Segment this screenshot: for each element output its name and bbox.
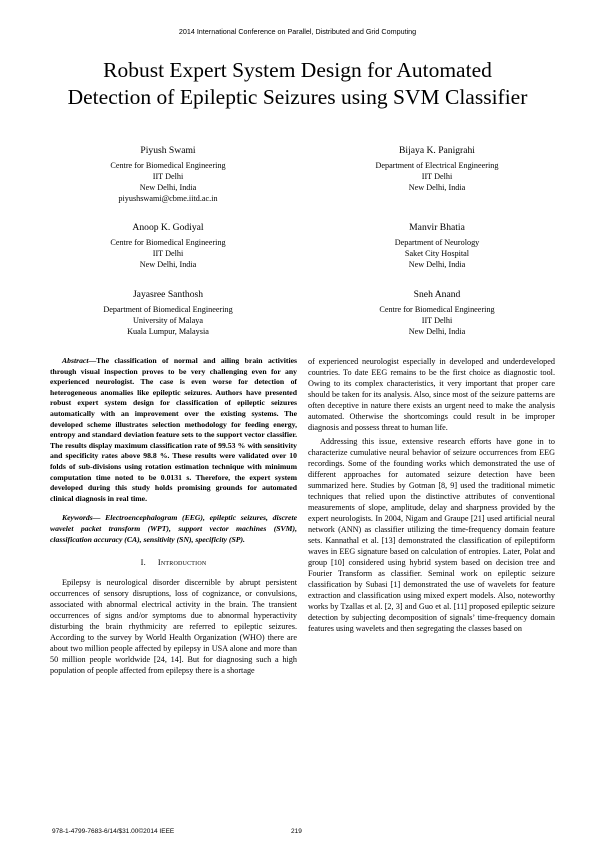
body-paragraph: Addressing this issue, extensive research efforts have gone in to characterize cumulative neural behavior of seizure occurrences from EEG recordings. Some of the founding works which demonstrated the use of different approaches for automated seizure detection have been summarized here. Studies by Gotman [8, 9] used the traditional mimetic techniques that relied upon the distinctive attributes of conventional measurements of slope, amplitude, delay and sharpness provided by the expert neurologists. In 2004, Nigam and Graupe [21] used artificial neural network (ANN) as classifier utilizing the time-frequency domain feature sets. Kannathal et al. [13] demonstrated the classification of epileptiform waves in EEG signature based on calculation of entropies. Later, Polat and group [10] considered using hybrid system based on decision tree and Fourier Transform as classifier. Seminal work on epileptic seizure classification by Subasi [1] demonstrated the use of wavelets for feature extraction and classification using mixed expert models. Also, noteworthy works by Tzallas et al. [2, 3] and Guo et al. [11] proposed epileptic seizure detection by subjecting decomposition of signals’ time-frequency domain features using wavelets and then segregating the classes based on	[308, 437, 555, 633]
author-affiliation: IIT Delhi	[152, 171, 184, 181]
author-block	[312, 222, 562, 270]
title-line-1: Robust Expert System Design for Automated	[103, 58, 492, 82]
author-block	[43, 145, 293, 205]
author-name: Manvir Bhatia	[409, 222, 465, 233]
body-paragraph: of experienced neurologist especially in developed and underdeveloped countries. To date EEG remains to be the first choice as diagnostic tool. Owing to its complex characteristics, it very important that proper care should be taken for its analysis. Also, since most of the seizure patterns are often deceptive in nature there exists an urgent need to make the analysis automated. Otherwise the shortcomings could result in be improper diagnosis and possess threat to human life.	[308, 357, 555, 432]
author-block	[312, 289, 562, 337]
abstract-text: —The classification of normal and ailing brain activities through visual inspection proves to be very challenging even for any experienced neurologist. The case is even worse for detection of heterogeneous anomalies like epileptic seizures. Authors have presented robust expert system design for classification of epileptic seizures automatically with an improvement over the existing systems. The developed scheme illustrates selection methodology for feeding energy, entropy and standard deviation feature sets to the support vector classifier. The results display maximum classification rate of 99.53 % with sensitivity and specificity rates above 98.8 %. These results were validated over 10 folds of sub-divisions using rotation estimation technique with minimum computation time noted to be 0.0131 s. Therefore, the expert system developed during this study holds promising grounds for automated clinical diagnosis in real time.	[50, 356, 297, 503]
author-affiliation: New Delhi, India	[408, 327, 466, 337]
author-name: Piyush Swami	[140, 145, 196, 156]
author-affiliation: New Delhi, India	[139, 183, 197, 193]
author-affiliation: IIT Delhi	[421, 315, 453, 325]
author-name: Sneh Anand	[413, 289, 461, 300]
section-number: I.	[140, 558, 146, 568]
author-affiliation: New Delhi, India	[139, 260, 197, 270]
author-email: piyushswami@cbme.iitd.ac.in	[118, 194, 218, 204]
author-affiliation: Department of Electrical Engineering	[375, 160, 499, 170]
author-affiliation: New Delhi, India	[408, 260, 466, 270]
page-number: 219	[291, 828, 302, 835]
author-affiliation: University of Malaya	[132, 315, 204, 325]
author-affiliation: Centre for Biomedical Engineering	[110, 160, 226, 170]
keywords-lead: Keywords	[62, 513, 93, 523]
author-affiliation: Centre for Biomedical Engineering	[379, 304, 495, 314]
author-name: Jayasree Santhosh	[132, 289, 204, 300]
title-line-2: Detection of Epileptic Seizures using SVM Classifier	[67, 85, 528, 109]
keywords	[50, 513, 297, 545]
author-name: Bijaya K. Panigrahi	[399, 145, 475, 156]
author-affiliation: IIT Delhi	[421, 171, 453, 181]
author-affiliation: Saket City Hospital	[404, 248, 470, 258]
author-affiliation: Centre for Biomedical Engineering	[110, 237, 226, 247]
author-affiliation: Department of Biomedical Engineering	[103, 304, 233, 314]
author-affiliation: Kuala Lumpur, Malaysia	[127, 327, 209, 337]
author-affiliation: IIT Delhi	[152, 248, 184, 258]
copyright-notice: 978-1-4799-7683-6/14/$31.00©2014 IEEE	[52, 828, 175, 835]
section-title: Introduction	[157, 558, 207, 568]
author-block	[43, 289, 293, 337]
keywords-text: — Electroencephalogram (EEG), epileptic seizures, discrete wavelet packet transform (WPT), support vector machines (SVM), classification accuracy (CA), sensitivity (SN), specificity (SP).	[50, 513, 297, 544]
author-block	[312, 145, 562, 193]
abstract-lead: Abstract	[62, 356, 89, 365]
section-heading	[50, 557, 297, 568]
paper-title	[20, 57, 575, 111]
intro-paragraph: Epilepsy is neurological disorder discernible by abrupt persistent occurrences of sensory disruptions, loss of cognizance, or convulsions, associated with abnormal electrical activity in the brain. The transient occurrences of signs and/or symptoms due to abnormal hyperactivity disturbing the brain rhythmicity are referred to epileptic seizures. According to the survey by World Health Organization (WHO) there are about two million people affected by epilepsy in USA alone and more than 50 million people worldwide [24, 14]. But for diagnosing such a high population of people affected from epilepsy there is a shortage	[50, 578, 297, 676]
author-block	[43, 222, 293, 270]
author-name: Anoop K. Godiyal	[132, 222, 204, 233]
author-affiliation: Department of Neurology	[394, 237, 480, 247]
left-column	[50, 356, 297, 676]
author-affiliation: New Delhi, India	[408, 183, 466, 193]
conference-header: 2014 International Conference on Parallel, Distributed and Grid Computing	[178, 27, 417, 36]
abstract	[50, 356, 297, 504]
right-column	[308, 356, 555, 634]
